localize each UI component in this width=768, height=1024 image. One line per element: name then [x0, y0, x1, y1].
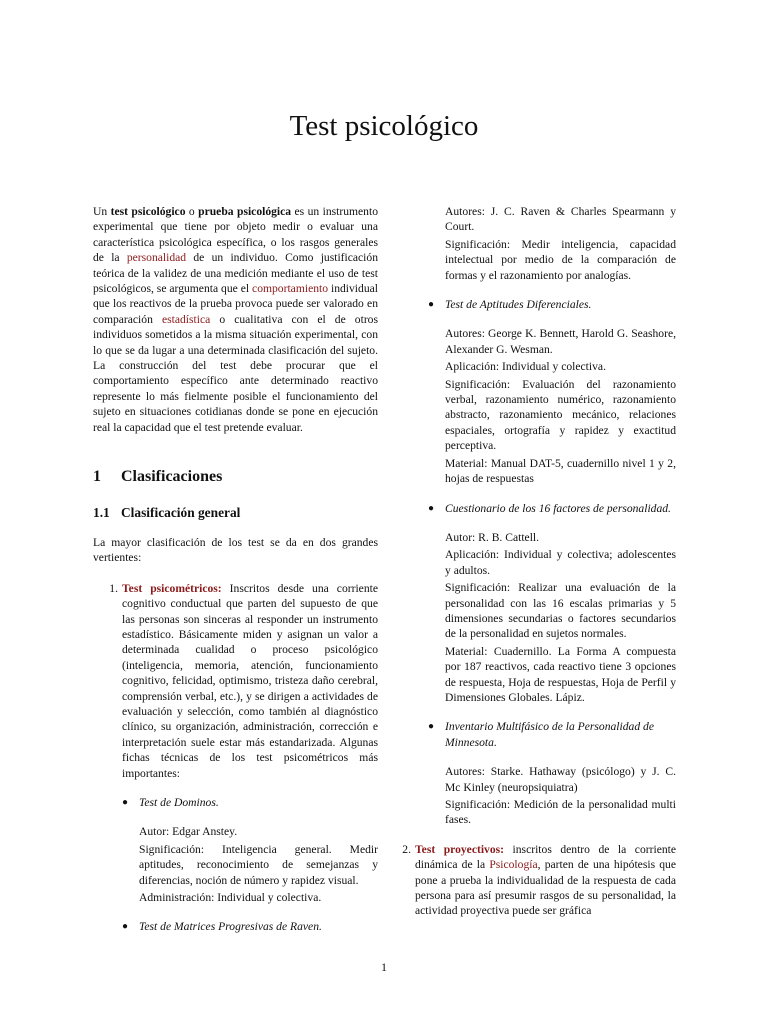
bullet-icon: ● — [428, 502, 435, 514]
test-entry-aptitudes: ● Test de Aptitudes Diferenciales. — [428, 298, 592, 312]
link-comportamiento[interactable]: comportamiento — [252, 282, 329, 296]
test-details-minnesota: Autores: Starke. Hathaway (psicólogo) y J. C. Mc Kinley (neuropsiquiatra) Significación: Medición de la personalidad multi fases. — [445, 765, 676, 827]
test-details-dominos: Autor: Edgar Anstey. Significación: Inteligencia general. Medir aptitudes, reconocimiento de semejanzas y diferencias, noción de número y rapidez visual. Administración: Individual y colectiva. — [139, 825, 378, 905]
test-details-aptitudes: Autores: George K. Bennett, Harold G. Seashore, Alexander G. Wesman. Aplicación: Individual y colectiva. Significación: Evaluación del razonamiento verbal, razonamiento numérico, razonamiento abstracto, razonamiento mecánico, relaciones espaciales, ortografía y rapidez y exactitud perceptiva. Material: Manual DAT-5, cuadernillo nivel 1 y 2, hojas de respuestas — [445, 327, 676, 486]
link-test-proyectivos[interactable]: Test proyectivos: — [415, 842, 505, 856]
term-test-psicologico: test psicológico — [110, 205, 186, 218]
list-item-proyectivos: 2. Test proyectivos: inscritos dentro de la corriente dinámica de la Psicología, parten de una hipótesis que pone a prueba la individualidad de la respuesta de cada persona para así presumir rasgos de su personalidad, la actividad proyectiva puede ser gráfica — [402, 842, 677, 918]
test-entry-16-factores: ● Cuestionario de los 16 factores de personalidad. — [428, 501, 671, 515]
section-heading-clasificaciones: 1 Clasificaciones — [93, 468, 223, 486]
test-entry-minnesota: ● Inventario Multifásico de la Personalidad de Minnesota. — [428, 720, 654, 749]
bullet-icon: ● — [428, 299, 435, 311]
test-entry-raven: ● Test de Matrices Progresivas de Raven. — [122, 920, 322, 934]
section-paragraph: La mayor clasificación de los test se da en dos grandes vertientes: — [93, 535, 378, 565]
test-entry-dominos: ● Test de Dominos. — [122, 796, 219, 809]
page-title: Test psicológico — [289, 110, 479, 142]
term-prueba-psicologica: prueba psicológica — [198, 205, 292, 218]
bullet-icon: ● — [122, 797, 129, 808]
link-estadistica[interactable]: estadística — [161, 312, 211, 326]
intro-paragraph: Un test psicológico o prueba psicológica es un instrumento experimental que tiene por objeto medir o evaluar una característica psicológica específica, o los rasgos generales de la personalidad de un individuo. Como justificación teórica de la validez de una medición mediante el uso de test psicológicos, se argumenta que el comportamiento individual que los reactivos de la prueba provoca puede ser valorado en comparación estadística o cualitativa con el de otros individuos sometidos a la misma situación experimental, con lo que se da lugar a una determinada clasificación del sujeto. La construcción del test debe procurar que el comportamiento específico ante determinado reactivo represente lo más fielmente posible el funcionamiento del sujeto en situaciones cotidianas donde se pone en ejecución real la capacidad que el test pretende evaluar. — [93, 205, 378, 434]
left-column — [93, 204, 378, 935]
test-details-16-factores: Autor: R. B. Cattell. Aplicación: Individual y colectiva; adolescentes y adultos. Significación: Realizar una evaluación de la personalidad con las 16 escalas primarias y 5 dimensiones secundarias o factores secundarios de la personalidad en sujetos normales. Material: Cuadernillo. La Forma A compuesta por 187 reactivos, cada reactivo tiene 3 opciones de respuesta, Hoja de respuestas, Hoja de Perfil y Dimensiones Globales. Lápiz. — [445, 530, 676, 704]
page-number: 1 — [381, 960, 387, 974]
link-psicologia[interactable]: Psicología — [489, 858, 538, 872]
link-test-psicometricos[interactable]: Test psicométricos: — [122, 581, 222, 595]
test-details-raven: Autores: J. C. Raven & Charles Spearmann y Court. Significación: Medir inteligencia, capacidad intelectual por medio de la comparación de formas y el razonamiento por analogías. — [445, 205, 676, 282]
bullet-icon: ● — [122, 921, 129, 933]
list-item-psicometricos: 1. Test psicométricos: Inscritos desde una corriente cognitivo conductual que parten del supuesto de que las personas son sinceras al responder un instrumento estadístico. Básicamente miden y asignan un valor a determinada cualidad o proceso psicológico (inteligencia, memoria, atención, funcionamiento cognitivo, felicidad, optimismo, tristeza daño cerebral, comprensión verbal, etc.), y se dirigen a actividades de evaluación y selección, como también al diagnóstico clínico, su organización, administración, corrección e interpretación suele estar más estandarizada. Algunas fichas técnicas de los test psicométricos más importantes: ● Test de Dominos. Autor: Edgar Anstey. Significación: Inteligencia general. Medir aptitudes, reconocimiento de semejanzas y diferencias, noción de número y rapidez visual. Administración: Individual y colectiva. ● Test de Matrices Progresivas de Raven. — [109, 581, 378, 934]
bullet-icon: ● — [428, 721, 435, 733]
link-personalidad[interactable]: personalidad — [126, 251, 187, 265]
right-column — [396, 204, 676, 919]
subsection-heading-clasificacion-general: 1.1 Clasificación general — [93, 504, 241, 520]
